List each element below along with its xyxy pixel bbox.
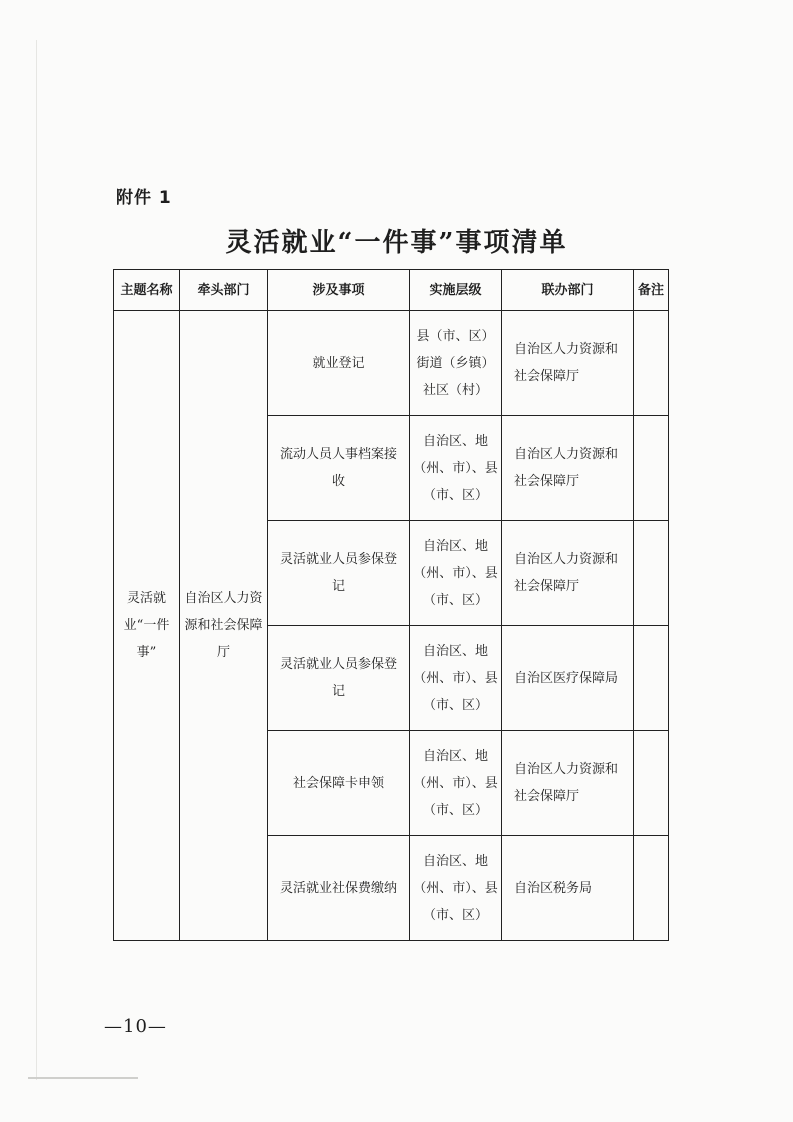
header-theme: 主题名称 [114,270,180,311]
coop-dept-cell: 自治区人力资源和社会保障厅 [502,311,634,416]
item-list-table [113,269,669,941]
table-row [114,311,669,416]
header-item: 涉及事项 [268,270,410,311]
coop-dept-cell: 自治区人力资源和社会保障厅 [502,416,634,521]
coop-dept-cell: 自治区医疗保障局 [502,626,634,731]
note-cell [634,311,669,416]
page-number: —10— [104,1016,167,1037]
scan-edge-left [36,40,37,1080]
item-cell: 流动人员人事档案接收 [268,416,410,521]
note-cell [634,626,669,731]
level-cell: 县（市、区）街道（乡镇）社区（村） [410,311,502,416]
table-header-row [114,270,669,311]
item-cell: 灵活就业人员参保登记 [268,521,410,626]
level-cell: 自治区、地（州、市）、县（市、区） [410,416,502,521]
level-cell: 自治区、地（州、市）、县（市、区） [410,521,502,626]
header-lead-dept: 牵头部门 [180,270,268,311]
header-coop-dept: 联办部门 [502,270,634,311]
scan-edge-bottom [28,1077,138,1079]
note-cell [634,731,669,836]
note-cell [634,416,669,521]
level-cell: 自治区、地（州、市）、县（市、区） [410,731,502,836]
item-cell: 灵活就业人员参保登记 [268,626,410,731]
annex-label: 附件 1 [116,188,172,208]
header-note: 备注 [634,270,669,311]
coop-dept-cell: 自治区人力资源和社会保障厅 [502,731,634,836]
item-cell: 社会保障卡申领 [268,731,410,836]
note-cell [634,836,669,941]
level-cell: 自治区、地（州、市）、县（市、区） [410,626,502,731]
header-level: 实施层级 [410,270,502,311]
document-title: 灵活就业“一件事”事项清单 [225,228,568,258]
coop-dept-cell: 自治区人力资源和社会保障厅 [502,521,634,626]
lead-dept-cell: 自治区人力资源和社会保障厅 [180,311,268,941]
coop-dept-cell: 自治区税务局 [502,836,634,941]
level-cell: 自治区、地（州、市）、县（市、区） [410,836,502,941]
item-cell: 就业登记 [268,311,410,416]
theme-cell: 灵活就业“一件事” [114,311,180,941]
note-cell [634,521,669,626]
item-cell: 灵活就业社保费缴纳 [268,836,410,941]
